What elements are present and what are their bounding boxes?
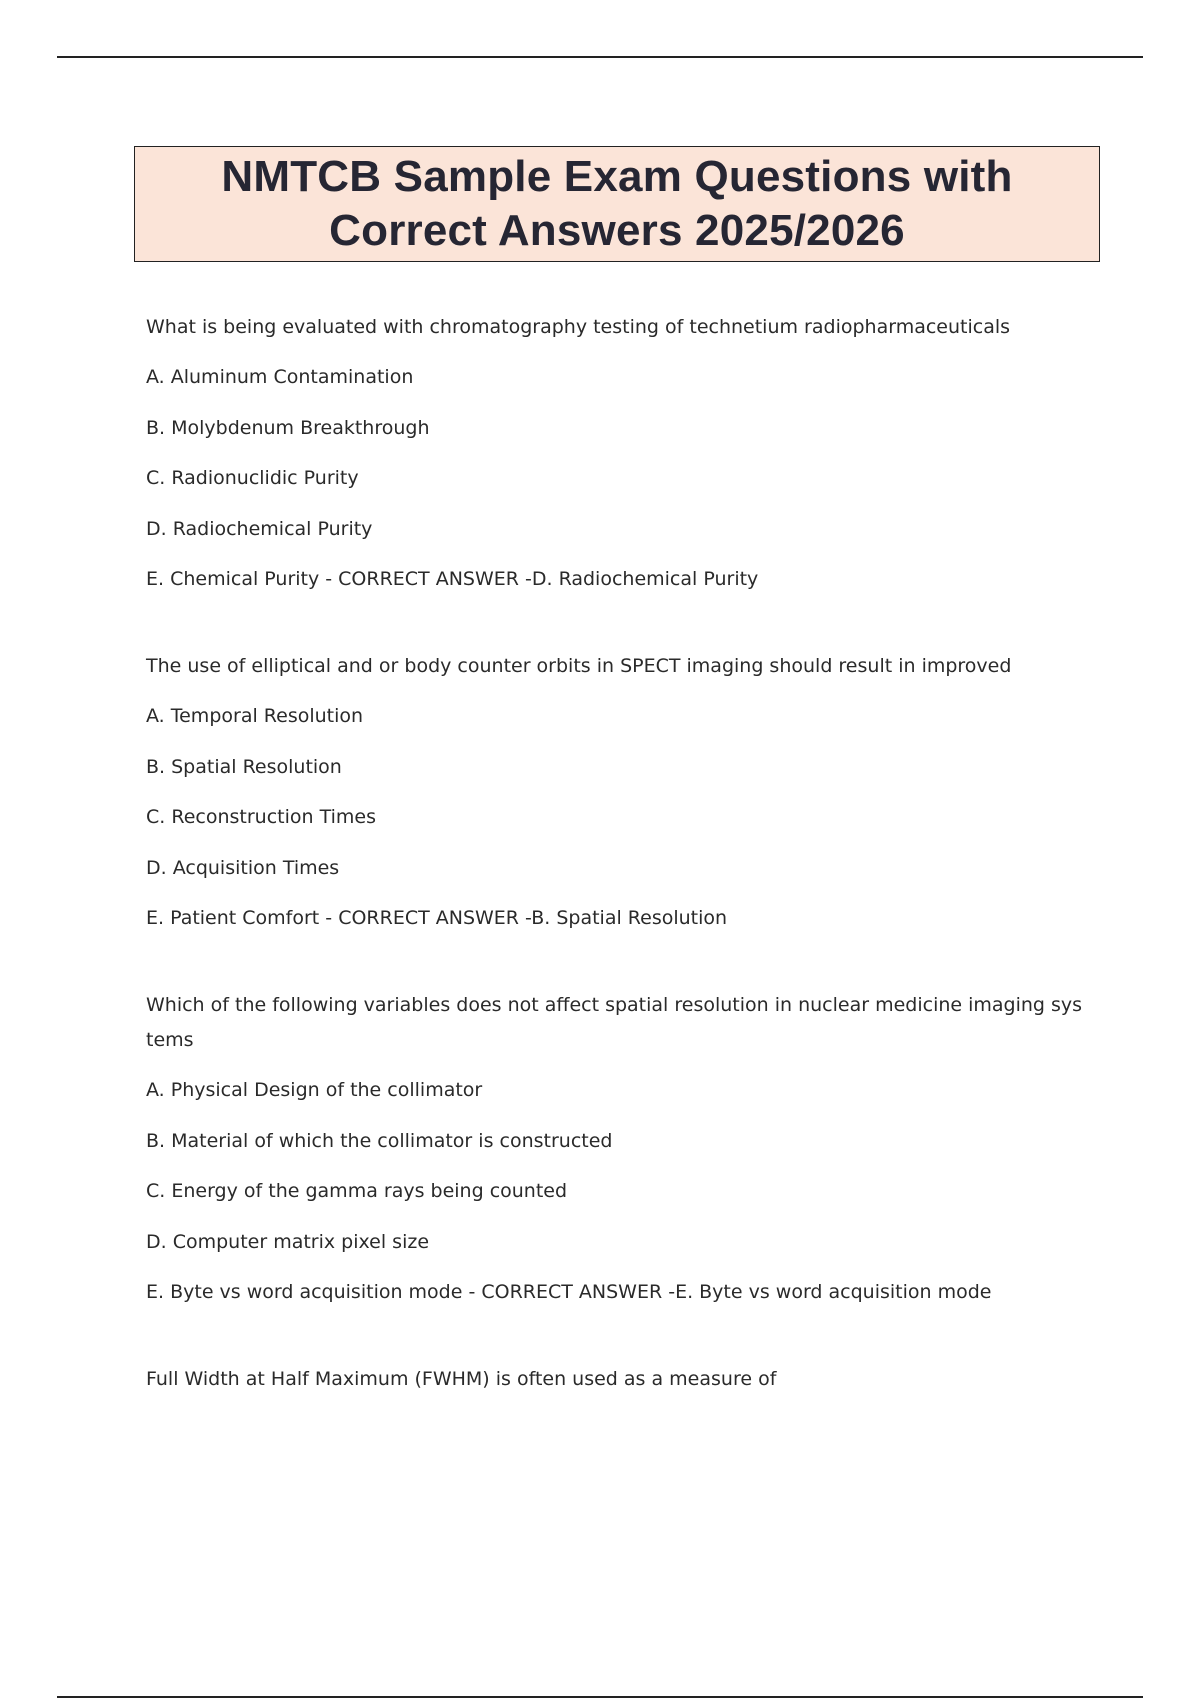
option-c: C. Radionuclidic Purity bbox=[146, 467, 359, 489]
document-title-line-1: NMTCB Sample Exam Questions with bbox=[221, 152, 1013, 201]
question-text: Which of the following variables does not affect spatial resolution in nuclear medicine imaging systems bbox=[146, 994, 1083, 1051]
option-e-with-answer: E. Patient Comfort - CORRECT ANSWER -B. Spatial Resolution bbox=[146, 907, 728, 929]
option-e-with-answer: E. Byte vs word acquisition mode - CORRECT ANSWER -E. Byte vs word acquisition mode bbox=[146, 1281, 992, 1303]
question-text: The use of elliptical and or body counter orbits in SPECT imaging should result in improved bbox=[146, 655, 1012, 677]
option-d: D. Radiochemical Purity bbox=[146, 517, 373, 540]
question-3 bbox=[146, 988, 1086, 1310]
document-title-line-2: Correct Answers 2025/2026 bbox=[329, 206, 905, 255]
question-2 bbox=[146, 649, 1086, 936]
option-a: A. Physical Design of the collimator bbox=[146, 1079, 483, 1101]
option-a: A. Temporal Resolution bbox=[146, 705, 364, 727]
header-rule bbox=[57, 56, 1143, 58]
option-c: C. Energy of the gamma rays being counted bbox=[146, 1180, 568, 1202]
option-d: D. Computer matrix pixel size bbox=[146, 1230, 430, 1253]
option-d: D. Acquisition Times bbox=[146, 856, 340, 879]
option-b: B. Material of which the collimator is constructed bbox=[146, 1129, 613, 1152]
document-body bbox=[146, 310, 1086, 1412]
question-1 bbox=[146, 310, 1086, 597]
option-b: B. Molybdenum Breakthrough bbox=[146, 416, 430, 439]
option-a: A. Aluminum Contamination bbox=[146, 366, 414, 388]
footer-rule bbox=[57, 1696, 1143, 1698]
option-b: B. Spatial Resolution bbox=[146, 755, 342, 778]
question-text: What is being evaluated with chromatography testing of technetium radiopharmaceuticals bbox=[146, 316, 1011, 338]
option-e-with-answer: E. Chemical Purity - CORRECT ANSWER -D. Radiochemical Purity bbox=[146, 568, 759, 590]
document-title-box bbox=[134, 146, 1100, 262]
question-4 bbox=[146, 1362, 1086, 1397]
question-text: Full Width at Half Maximum (FWHM) is often used as a measure of bbox=[146, 1368, 777, 1390]
option-c: C. Reconstruction Times bbox=[146, 806, 376, 828]
